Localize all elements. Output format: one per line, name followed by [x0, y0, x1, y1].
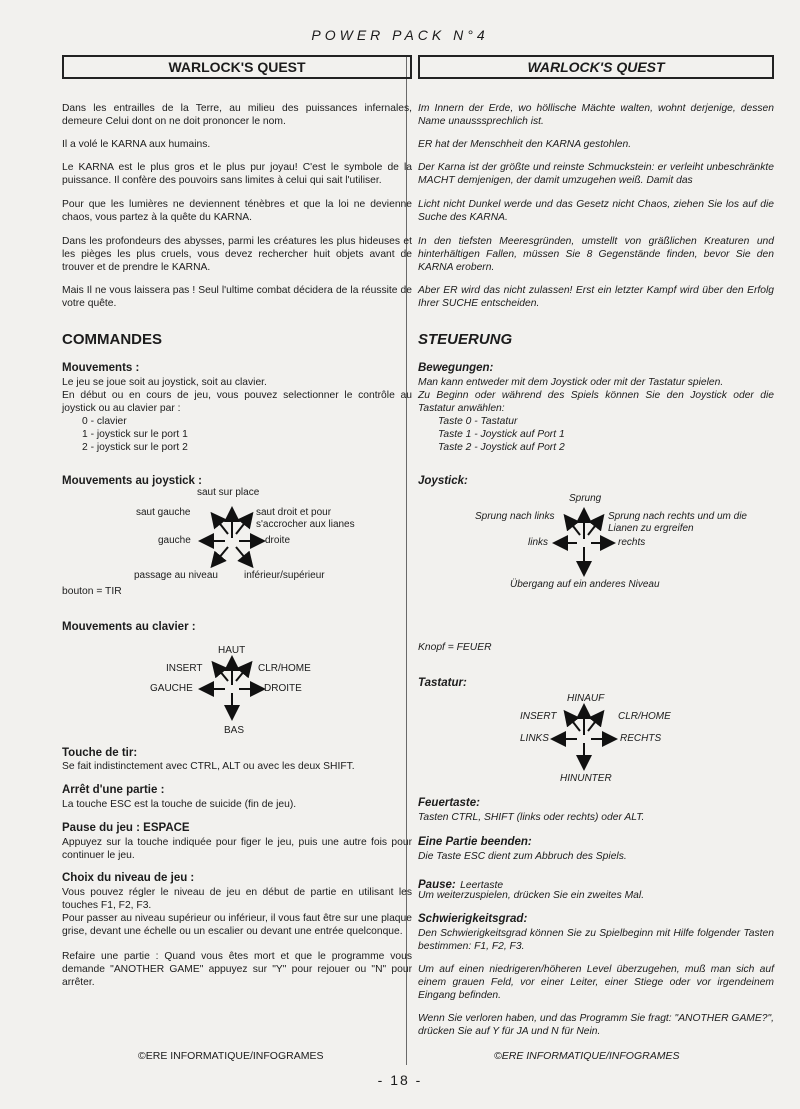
- german-fire-text: Tasten CTRL, SHIFT (links oder rechts) oder ALT.: [418, 812, 645, 823]
- french-option-1: 1 - joystick sur le port 1: [82, 429, 188, 440]
- key-up-label: HAUT: [218, 645, 246, 656]
- german-level-text-2: Um auf einen niedrigeren/höheren Level überzugehen, muß man sich auf einem grauen Feld, vor einer Leiter, einer Stiege oder vor irgendeinem Eingang befinden.: [418, 964, 774, 1001]
- german-movements-line-1: Man kann entweder mit dem Joystick oder mit der Tastatur spielen.: [418, 377, 724, 388]
- french-button-line: bouton = TIR: [62, 586, 122, 597]
- german-intro-6: Aber ER wird das nicht zulassen! Erst ein letzter Kampf wird über den Erfolg Ihrer SUCHE entscheiden.: [418, 285, 774, 309]
- french-replay-text: Refaire une partie : Quand vous êtes mort et que le programme vous demande "ANOTHER GAME" appuyez sur "Y" pour rejouer ou "N" pour arrêter.: [62, 951, 412, 988]
- german-button-line: Knopf = FEUER: [418, 642, 492, 653]
- german-movements-title: Bewegungen:: [418, 362, 494, 374]
- page-header: POWER PACK N°4: [311, 27, 489, 43]
- key-left-label: GAUCHE: [150, 683, 193, 694]
- german-level-title: Schwierigkeitsgrad:: [418, 913, 528, 925]
- joy-up-left-label: Sprung nach links: [475, 511, 555, 522]
- german-column: [418, 55, 774, 1037]
- joy-down-right-label: inférieur/supérieur: [244, 570, 325, 581]
- french-fire-text: Se fait indistinctement avec CTRL, ALT ou avec les deux SHIFT.: [62, 761, 355, 772]
- french-intro-6: Mais Il ne vous laissera pas ! Seul l'ultime combat décidera de la réussite de votre quête.: [62, 285, 412, 309]
- joy-right-label: rechts: [618, 537, 646, 548]
- key-up-label: HINAUF: [567, 693, 605, 704]
- german-pause-key: Leertaste: [460, 880, 504, 891]
- german-keyboard-diagram: [418, 691, 768, 791]
- french-fire-title: Touche de tir:: [62, 747, 138, 759]
- french-intro-1: Dans les entrailles de la Terre, au milieu des puissances infernales, demeure Celui dont on ne doit prononcer le nom.: [62, 103, 412, 127]
- key-up-right-label: CLR/HOME: [258, 663, 311, 674]
- french-joystick-diagram: [62, 485, 412, 585]
- german-intro-5: In den tiefsten Meeresgründen, umstellt von gräßlichen Kreaturen und hinterhältigen Fallen, müssen Sie 8 Gegenstände finden, bevor Sie den KARNA erobern.: [418, 236, 774, 273]
- joy-right-label: droite: [265, 535, 291, 546]
- joy-up-label: saut sur place: [197, 487, 260, 498]
- french-movements-line-1: Le jeu se joue soit au joystick, soit au clavier.: [62, 377, 267, 388]
- joy-left-label: links: [528, 537, 549, 548]
- german-joystick-title: Joystick:: [418, 475, 468, 487]
- joy-up-right-label: Sprung nach rechts und um die Lianen zu ergreifen: [608, 511, 747, 534]
- german-keyboard-title: Tastatur:: [418, 677, 467, 689]
- french-title: WARLOCK'S QUEST: [62, 55, 412, 79]
- joystick-arrows-icon: [62, 485, 412, 585]
- french-keyboard-diagram: [62, 639, 412, 739]
- joy-down-label: Übergang auf ein anderes Niveau: [510, 579, 660, 590]
- joy-left-label: gauche: [158, 535, 191, 546]
- german-option-2: Taste 2 - Joystick auf Port 2: [438, 442, 565, 453]
- french-intro-4: Pour que les lumières ne deviennent ténèbres et que la loi ne devienne chaos, vous partez à la quête du KARNA.: [62, 199, 412, 223]
- german-fire-title: Feuertaste:: [418, 797, 480, 809]
- key-up-right-label: CLR/HOME: [618, 711, 671, 722]
- french-pause-title: Pause du jeu : ESPACE: [62, 822, 190, 834]
- key-right-label: DROITE: [264, 683, 302, 694]
- french-joystick-title: Mouvements au joystick :: [62, 475, 202, 487]
- german-title: WARLOCK'S QUEST: [418, 55, 774, 79]
- german-replay-text: Wenn Sie verloren haben, und das Programm Sie fragt: "ANOTHER GAME?", drücken Sie auf Y für JA und N für Nein.: [418, 1013, 774, 1037]
- joy-up-label: Sprung: [569, 493, 602, 504]
- key-left-label: LINKS: [520, 733, 549, 744]
- french-stop-title: Arrêt d'une partie :: [62, 784, 165, 796]
- french-intro-3: Le KARNA est le plus gros et le plus pur joyau! C'est le symbole de la puissance. Il confère des pouvoirs sans limites à celui qui sait l'utiliser.: [62, 162, 412, 186]
- german-commands-title: STEUERUNG: [418, 331, 513, 348]
- french-level-title: Choix du niveau de jeu :: [62, 872, 195, 884]
- french-column: [62, 55, 412, 988]
- french-intro-5: Dans les profondeurs des abysses, parmi les créatures les plus hideuses et les pièges les plus cruels, vous devez rechercher huit objets avant de trouver et de prendre le KARNA.: [62, 236, 412, 273]
- german-intro-2: ER hat der Menschheit den KARNA gestohlen.: [418, 139, 632, 150]
- german-level-text-1: Den Schwierigkeitsgrad können Sie zu Spielbeginn mit Hilfe folgender Tasten bestimmen: F1, F2, F3.: [418, 928, 774, 952]
- key-up-left-label: INSERT: [520, 711, 557, 722]
- german-stop-text: Die Taste ESC dient zum Abbruch des Spiels.: [418, 851, 627, 862]
- german-option-0: Taste 0 - Tastatur: [438, 416, 518, 427]
- german-footer: ©ERE INFORMATIQUE/INFOGRAMES: [494, 1050, 680, 1062]
- french-footer: ©ERE INFORMATIQUE/INFOGRAMES: [138, 1050, 324, 1062]
- french-keyboard-title: Mouvements au clavier :: [62, 621, 196, 633]
- german-intro-4: Licht nicht Dunkel werde und das Gesetz nicht Chaos, ziehen Sie los auf die Suche des KARNA.: [418, 199, 774, 223]
- french-level-text-2: Pour passer au niveau supérieur ou inférieur, il vous faut être sur une plaque grise, devant une échelle ou un escalier ou devant une entrée quelconque.: [62, 913, 412, 937]
- joy-up-right-label: saut droit et pour s'accrocher aux lianes: [256, 507, 355, 530]
- joy-up-left-label: saut gauche: [136, 507, 191, 518]
- german-intro-1: Im Innern der Erde, wo höllische Mächte walten, wohnt derjenige, dessen Name unausssprechlich ist.: [418, 103, 774, 127]
- french-stop-text: La touche ESC est la touche de suicide (fin de jeu).: [62, 799, 297, 810]
- french-option-2: 2 - joystick sur le port 2: [82, 442, 188, 453]
- french-intro-2: Il a volé le KARNA aux humains.: [62, 139, 211, 150]
- german-pause-title: Pause:: [418, 879, 456, 891]
- french-movements-line-2: En début ou en cours de jeu, vous pouvez selectionner le contrôle au joystick ou au clavier par :: [62, 390, 412, 414]
- key-up-left-label: INSERT: [166, 663, 203, 674]
- french-option-0: 0 - clavier: [82, 416, 127, 427]
- german-option-1: Taste 1 - Joystick auf Port 1: [438, 429, 565, 440]
- french-pause-text: Appuyez sur la touche indiquée pour figer le jeu, puis une autre fois pour continuer le jeu.: [62, 837, 412, 861]
- joy-down-left-label: passage au niveau: [134, 570, 218, 581]
- key-right-label: RECHTS: [620, 733, 662, 744]
- key-down-label: BAS: [224, 725, 245, 736]
- french-level-text-1: Vous pouvez régler le niveau de jeu en début de partie en utilisant les touches F1, F2, F3.: [62, 887, 412, 911]
- german-joystick-diagram: [418, 491, 768, 601]
- german-movements-line-2: Zu Beginn oder während des Spiels können Sie den Joystick oder die Tastatur anwählen:: [418, 390, 774, 414]
- page-number: - 18 -: [377, 1072, 423, 1088]
- french-movements-title: Mouvements :: [62, 362, 140, 374]
- german-stop-title: Eine Partie beenden:: [418, 836, 532, 848]
- german-pause-text: Um weiterzuspielen, drücken Sie ein zweites Mal.: [418, 890, 645, 901]
- key-down-label: HINUNTER: [560, 773, 612, 784]
- french-commands-title: COMMANDES: [62, 331, 162, 348]
- german-intro-3: Der Karna ist der größte und reinste Schmuckstein: er verleiht unbeschränkte MACHT demjenigen, der damit umzugehen weiß. Damit das: [418, 162, 774, 186]
